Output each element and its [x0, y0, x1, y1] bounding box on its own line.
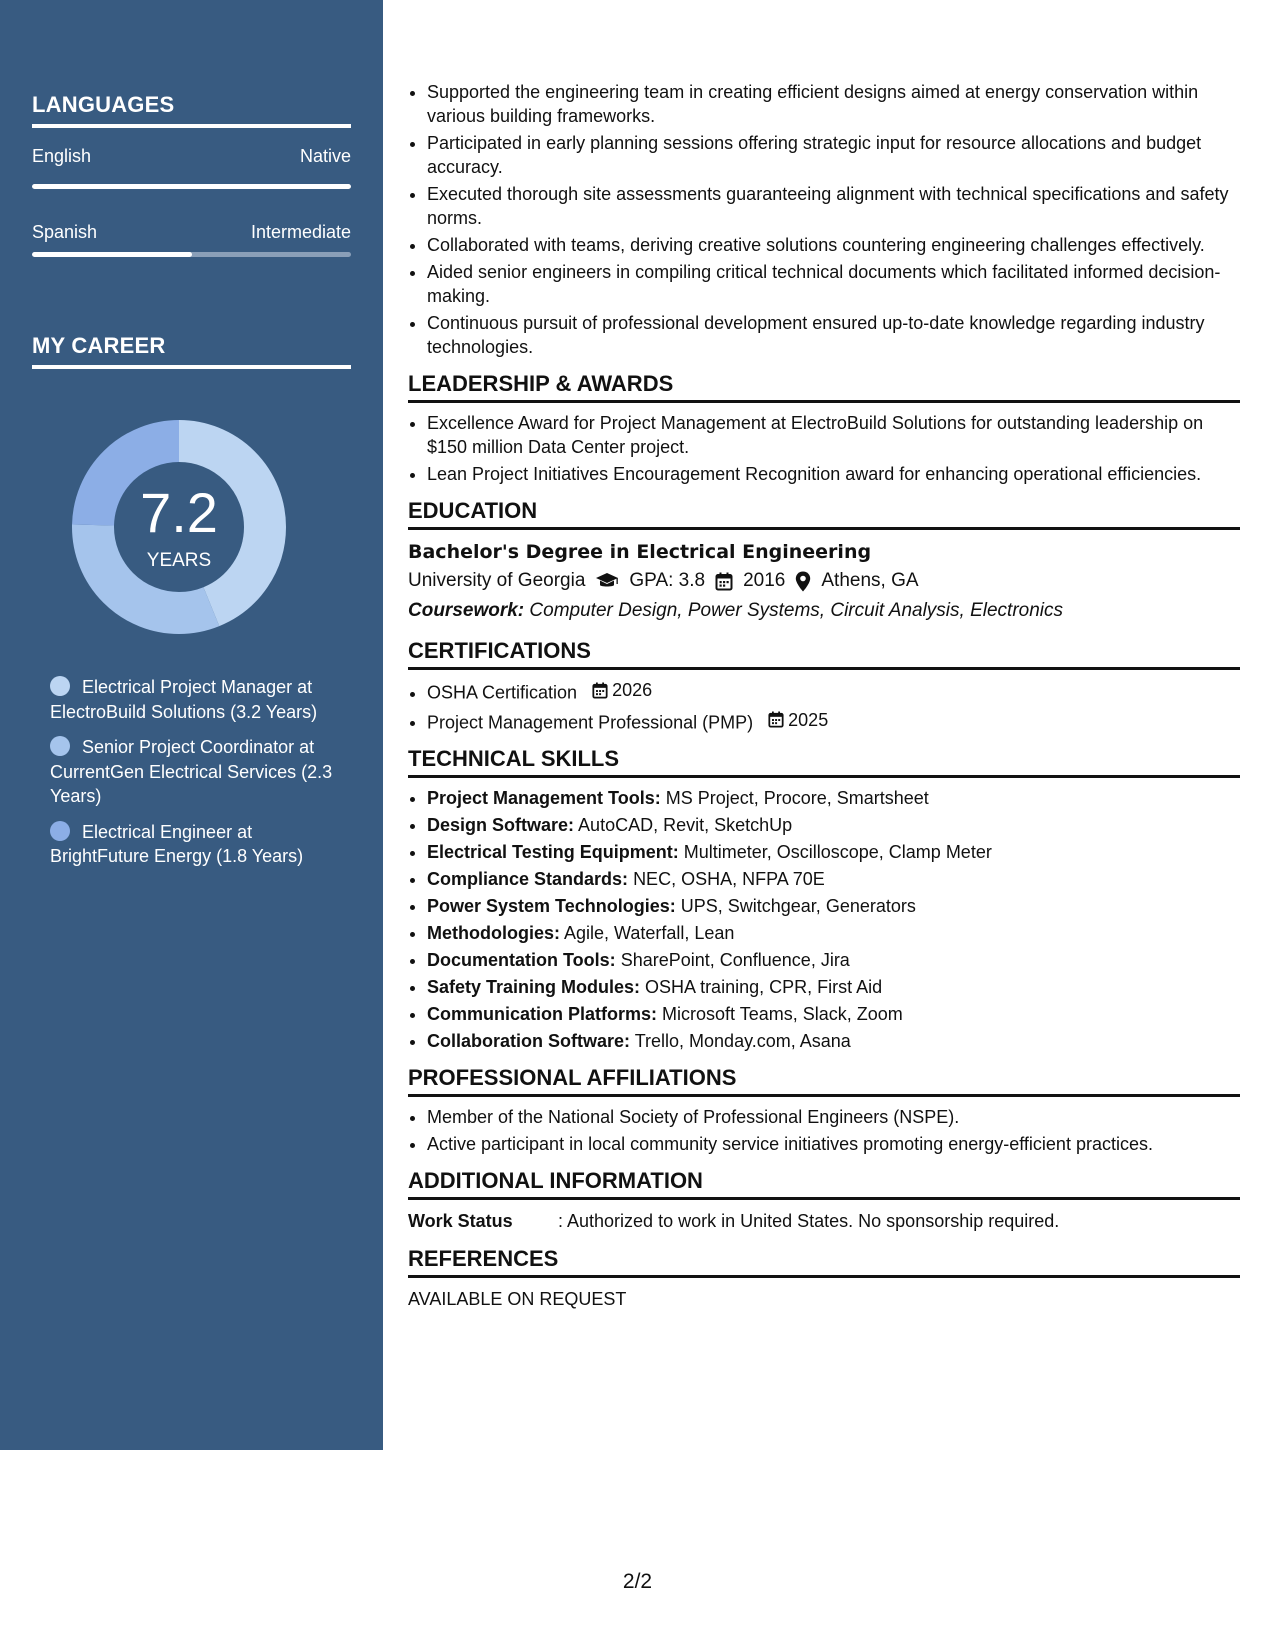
work-status-label: Work Status — [408, 1211, 513, 1231]
skill-item — [427, 840, 1240, 864]
career-list — [50, 675, 335, 880]
skill-value: UPS, Switchgear, Generators — [680, 896, 916, 916]
sidebar — [0, 0, 383, 1450]
skill-label: Project Management Tools: — [427, 788, 661, 808]
calendar-icon — [715, 572, 733, 591]
map-pin-icon — [795, 571, 811, 592]
references-heading: REFERENCES — [408, 1246, 1240, 1278]
skill-label: Power System Technologies: — [427, 896, 676, 916]
coursework-label: Coursework: — [408, 600, 525, 621]
skills-heading: TECHNICAL SKILLS — [408, 746, 1240, 778]
affiliations-list — [408, 1105, 1240, 1156]
language-name: English — [32, 146, 92, 166]
education-coursework — [408, 596, 1240, 626]
experience-bullet: • Collaborated with teams, deriving creative solutions countering engineering challenges effectively. — [427, 233, 1240, 257]
graduation-cap-icon — [595, 572, 619, 590]
skill-item — [427, 1002, 1240, 1026]
skill-label: Electrical Testing Equipment: — [427, 842, 679, 862]
language-bar-spanish — [32, 252, 351, 257]
education-gpa: GPA: 3.8 — [629, 570, 706, 591]
skill-label: Design Software: — [427, 815, 575, 835]
page-number: 2/2 — [622, 1570, 653, 1593]
career-item — [50, 820, 335, 869]
skill-value: Agile, Waterfall, Lean — [564, 923, 735, 943]
certifications-heading: CERTIFICATIONS — [408, 638, 1240, 670]
affiliation-item: • Member of the National Society of Professional Engineers (NSPE). — [427, 1105, 1240, 1129]
experience-bullets — [408, 80, 1240, 359]
certifications-list — [408, 678, 1240, 734]
work-status-row — [408, 1208, 1240, 1234]
skill-label: Compliance Standards: — [427, 869, 629, 889]
skill-value: OSHA training, CPR, First Aid — [645, 977, 883, 997]
skill-value: SharePoint, Confluence, Jira — [620, 950, 850, 970]
legend-dot-icon — [50, 821, 70, 841]
skill-item — [427, 1029, 1240, 1053]
career-heading: MY CAREER — [32, 333, 351, 369]
experience-bullet: • Participated in early planning sessions offering strategic input for resource allocations and budget accuracy. — [427, 131, 1240, 179]
skill-item — [427, 948, 1240, 972]
skill-label: Methodologies: — [427, 923, 560, 943]
additional-info-heading: ADDITIONAL INFORMATION — [408, 1168, 1240, 1200]
certification-name: Project Management Professional (PMP) — [427, 712, 754, 732]
language-row-spanish — [32, 222, 351, 243]
experience-bullet: • Aided senior engineers in compiling critical technical documents which facilitated informed decision-making. — [427, 260, 1240, 308]
skill-item — [427, 975, 1240, 999]
language-bar-fill — [32, 252, 192, 257]
work-status-value: : Authorized to work in United States. No sponsorship required. — [558, 1211, 1060, 1231]
skill-value: MS Project, Procore, Smartsheet — [665, 788, 929, 808]
calendar-icon — [768, 711, 784, 728]
award-item: • Lean Project Initiatives Encouragement Recognition award for enhancing operational efficiencies. — [427, 462, 1240, 486]
certification-year: 2025 — [788, 709, 829, 730]
references-text: AVAILABLE ON REQUEST — [408, 1289, 627, 1309]
skill-label: Documentation Tools: — [427, 950, 616, 970]
languages-heading: LANGUAGES — [32, 92, 351, 128]
career-total-unit: YEARS — [146, 550, 212, 571]
language-bar-english — [32, 184, 351, 189]
skill-value: NEC, OSHA, NFPA 70E — [633, 869, 825, 889]
leadership-list — [408, 411, 1240, 486]
skills-list — [408, 786, 1240, 1053]
skill-item — [427, 921, 1240, 945]
main-content — [408, 80, 1240, 1312]
coursework-value: Computer Design, Power Systems, Circuit Analysis, Electronics — [529, 600, 1063, 621]
experience-bullet: • Continuous pursuit of professional development ensured up-to-date knowledge regarding industry technologies. — [427, 311, 1240, 359]
career-total-value: 7.2 — [140, 481, 218, 544]
education-year: 2016 — [743, 570, 786, 591]
education-heading: EDUCATION — [408, 498, 1240, 530]
affiliation-item: • Active participant in local community service initiatives promoting energy-efficient practices. — [427, 1132, 1240, 1156]
award-item: • Excellence Award for Project Management at ElectroBuild Solutions for outstanding leadership on $150 million Data Center project. — [427, 411, 1240, 459]
language-name: Spanish — [32, 222, 98, 242]
certification-item — [427, 708, 1240, 735]
career-item — [50, 735, 335, 809]
skill-item — [427, 813, 1240, 837]
skill-label: Communication Platforms: — [427, 1004, 658, 1024]
skill-item — [427, 894, 1240, 918]
legend-dot-icon — [50, 736, 70, 756]
certification-name: OSHA Certification — [427, 682, 578, 703]
certification-item — [427, 678, 1240, 705]
leadership-heading: LEADERSHIP & AWARDS — [408, 371, 1240, 403]
language-level: Native — [299, 146, 351, 166]
skill-item — [427, 786, 1240, 810]
experience-bullet: • Executed thorough site assessments guaranteeing alignment with technical specifications and safety norms. — [427, 182, 1240, 230]
education-meta — [408, 566, 1240, 596]
career-item-text: Electrical Project Manager at ElectroBuild Solutions (3.2 Years) — [50, 677, 318, 722]
language-row-english — [32, 146, 351, 167]
skill-label: Collaboration Software: — [427, 1031, 631, 1051]
language-level: Intermediate — [250, 222, 351, 242]
skill-label: Safety Training Modules: — [427, 977, 641, 997]
career-item-text: Senior Project Coordinator at CurrentGen Electrical Services (2.3 Years) — [50, 737, 333, 806]
career-item — [50, 675, 335, 724]
career-item-text: Electrical Engineer at BrightFuture Energy (1.8 Years) — [50, 821, 304, 866]
experience-bullet: • Supported the engineering team in creating efficient designs aimed at energy conservation within various building frameworks. — [427, 80, 1240, 128]
skill-value: Microsoft Teams, Slack, Zoom — [662, 1004, 903, 1024]
skill-value: AutoCAD, Revit, SketchUp — [578, 815, 793, 835]
skill-value: Trello, Monday.com, Asana — [634, 1031, 851, 1051]
skill-value: Multimeter, Oscilloscope, Clamp Meter — [683, 842, 992, 862]
language-bar-fill — [32, 184, 351, 189]
legend-dot-icon — [50, 676, 70, 696]
education-school: University of Georgia — [408, 570, 586, 591]
education-location: Athens, GA — [821, 570, 919, 591]
certification-year: 2026 — [612, 680, 653, 700]
skill-item — [427, 867, 1240, 891]
calendar-icon — [592, 682, 608, 699]
education-degree: Bachelor's Degree in Electrical Engineering — [408, 541, 872, 563]
affiliations-heading: PROFESSIONAL AFFILIATIONS — [408, 1065, 1240, 1097]
